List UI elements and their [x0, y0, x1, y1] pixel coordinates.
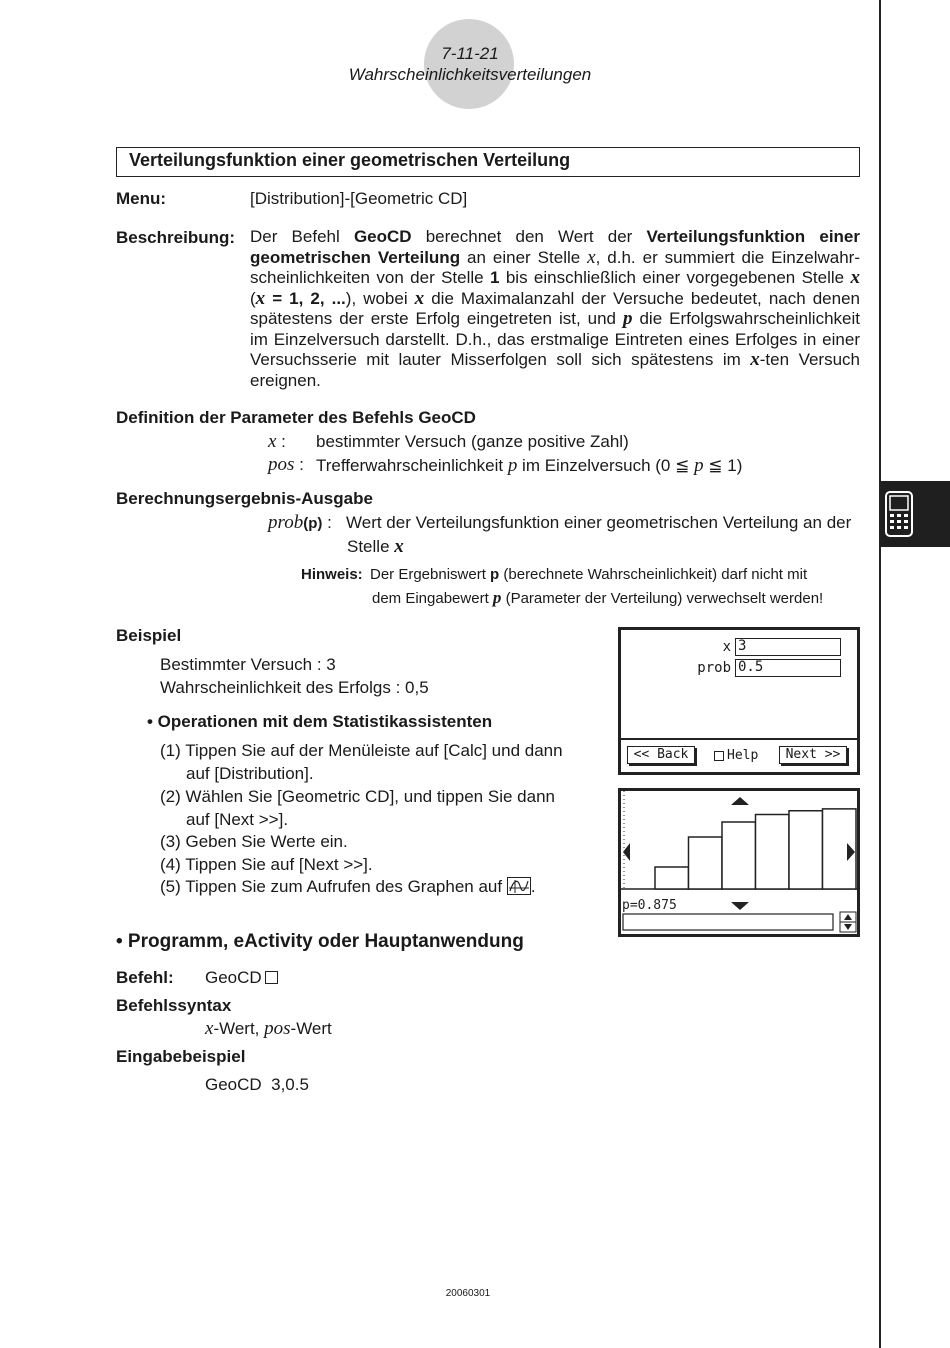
- output-heading: Berechnungsergebnis-Ausgabe: [116, 489, 373, 508]
- histogram-bar: [689, 837, 723, 889]
- footer-code: 20060301: [445, 1288, 491, 1299]
- back-button[interactable]: << Back: [627, 746, 695, 764]
- description-line: (x = 1, 2, ...), wobei x die Maximalanzahl der Versuche bedeutet, nach denen: [250, 287, 860, 309]
- help-checkbox[interactable]: [714, 751, 724, 761]
- readout-entry-field[interactable]: [623, 914, 833, 930]
- step-2-cont: auf [Next >>].: [186, 810, 289, 829]
- example-line-2: Wahrscheinlichkeit des Erfolgs : 0,5: [160, 678, 429, 697]
- menu-path: [Distribution]-[Geometric CD]: [250, 189, 468, 208]
- histogram-bar: [655, 867, 689, 889]
- chapter-title: Wahrscheinlichkeitsverteilungen: [348, 65, 592, 84]
- page-number: 7-11-21: [441, 44, 499, 63]
- example-heading: Beispiel: [116, 626, 182, 645]
- section-title: Verteilungsfunktion einer geometrischen Verteilung: [116, 147, 860, 177]
- histogram-bar: [722, 822, 756, 889]
- description-line: Versuchsserie mit lauter Misserfolgen soll sich spätestens im x-ten Versuch: [250, 349, 860, 370]
- hint-label: Hinweis:: [301, 566, 363, 583]
- toolbar-divider: [621, 738, 857, 740]
- chapter-side-tab: [881, 481, 950, 547]
- calc-graph-screen: [618, 788, 860, 937]
- description-line: ereignen.: [250, 370, 321, 390]
- program-heading: • Programm, eActivity oder Hauptanwendung: [116, 931, 524, 952]
- hint-line-1: Der Ergebniswert p (berechnete Wahrscheinlichkeit) darf nicht mit: [370, 566, 808, 583]
- step-1: (1) Tippen Sie auf der Menüleiste auf [Calc] und dann: [160, 741, 563, 760]
- syntax-text: x-Wert, pos-Wert: [205, 1018, 332, 1039]
- param-pos: pos :: [268, 454, 304, 475]
- hint-line-2: dem Eingabewert p (Parameter der Verteilung) verwechselt werden!: [372, 588, 824, 607]
- scroll-down-arrow[interactable]: [731, 902, 749, 910]
- menu-label: Menu:: [116, 189, 167, 208]
- histogram-bar: [756, 815, 790, 890]
- param-pos-description: Trefferwahrscheinlichkeit p im Einzelversuch (0 ≦ p ≦ 1): [316, 455, 743, 476]
- command-label: Befehl:: [116, 968, 174, 987]
- calc-input-screen: [618, 627, 860, 775]
- syntax-heading: Befehlssyntax: [116, 996, 232, 1015]
- probability-readout: p=0.875: [622, 898, 677, 913]
- histogram-bar: [789, 811, 823, 889]
- description-line: scheinlichkeiten von der Stelle 1 bis einschließlich einer vorgegebenen Stelle x: [250, 267, 860, 288]
- description-line: spätestens der erste Erfolg eingetreten ist, und p die Erfolgswahrscheinlichkeit: [250, 308, 860, 329]
- field-x-label: x: [722, 639, 731, 655]
- description-text: [250, 227, 860, 391]
- param-x-description: bestimmter Versuch (ganze positive Zahl): [316, 432, 629, 451]
- field-x-input[interactable]: 3: [735, 638, 841, 656]
- calculator-icon: [884, 491, 914, 537]
- step-1-cont: auf [Distribution].: [186, 764, 314, 783]
- description-line: im Einzelversuch darstellt. D.h., das erstmalige Eintreten eines Erfolges in einer: [250, 329, 860, 349]
- step-4: (4) Tippen Sie auf [Next >>].: [160, 855, 373, 874]
- graph-icon: [507, 877, 531, 895]
- param-pos-name: pos: [268, 454, 295, 475]
- header-circle: [424, 19, 514, 109]
- output-line-1: Wert der Verteilungsfunktion einer geometrischen Verteilung an der: [346, 513, 852, 532]
- step-3: (3) Geben Sie Werte ein.: [160, 832, 348, 851]
- output-name: prob(p) :: [268, 512, 332, 533]
- param-x-name: x: [268, 431, 277, 452]
- command-value: GeoCD: [205, 968, 278, 988]
- description-line: Der Befehl GeoCD berechnet den Wert der Verteilungsfunktion einer: [250, 227, 860, 246]
- description-label: Beschreibung:: [116, 228, 236, 247]
- scroll-left-arrow[interactable]: [623, 843, 630, 861]
- right-margin-rule: [879, 0, 881, 1348]
- distribution-graph: [621, 791, 857, 934]
- operations-heading: • Operationen mit dem Statistikassistenten: [147, 712, 493, 731]
- field-prob-input[interactable]: 0.5: [735, 659, 841, 677]
- description-line: geometrischen Verteilung an einer Stelle x, d.h. er summiert die Einzelwahr-: [250, 246, 860, 268]
- field-prob-label: prob: [697, 660, 731, 676]
- output-line-2: Stelle x: [347, 536, 404, 557]
- step-5: (5) Tippen Sie zum Aufrufen des Graphen auf .: [160, 877, 536, 896]
- scroll-up-arrow[interactable]: [731, 797, 749, 805]
- example-line-1: Bestimmter Versuch : 3: [160, 655, 336, 674]
- input-example-heading: Eingabebeispiel: [116, 1047, 246, 1066]
- param-x: x :: [268, 431, 286, 452]
- parameters-heading: Definition der Parameter des Befehls GeoCD: [116, 408, 476, 427]
- input-example-value: GeoCD 3,0.5: [205, 1075, 309, 1094]
- next-button[interactable]: Next >>: [779, 746, 847, 764]
- space-symbol-icon: [265, 971, 278, 984]
- help-label: Help: [727, 748, 759, 763]
- step-2: (2) Wählen Sie [Geometric CD], und tippen Sie dann: [160, 787, 555, 806]
